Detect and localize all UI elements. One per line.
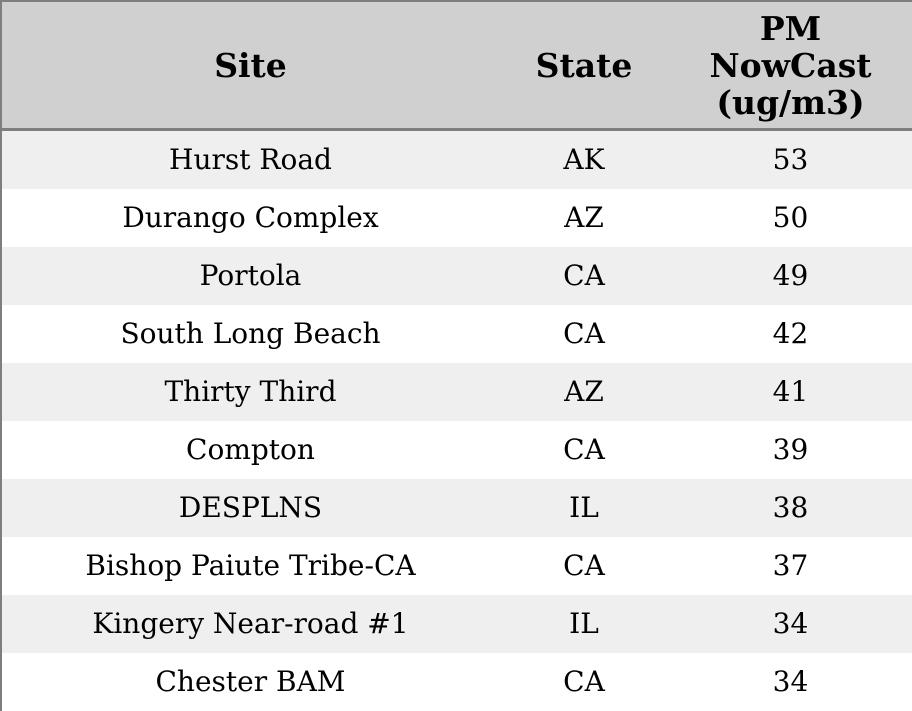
column-header-site-label: Site	[214, 45, 287, 85]
header-row	[1, 1, 912, 130]
cell-pm-nowcast: 41	[772, 375, 809, 408]
column-header-site	[1, 1, 499, 130]
cell-pm-nowcast: 39	[772, 433, 809, 466]
table-row	[1, 247, 912, 305]
table-row	[1, 130, 912, 190]
cell-state: CA	[563, 259, 605, 292]
cell-site: Compton	[186, 433, 315, 466]
cell-pm-nowcast: 50	[772, 201, 809, 234]
table-row	[1, 595, 912, 653]
cell-state: IL	[569, 491, 599, 524]
cell-site: Thirty Third	[164, 375, 337, 408]
table-row	[1, 421, 912, 479]
cell-pm-nowcast: 34	[772, 665, 809, 698]
column-header-state	[499, 1, 669, 130]
column-header-pm-nowcast-label: PM NowCast (ug/m3)	[709, 8, 872, 122]
table-header	[1, 1, 912, 130]
table-body	[1, 130, 912, 711]
cell-pm-nowcast: 42	[772, 317, 809, 350]
table-row	[1, 479, 912, 537]
column-header-state-label: State	[535, 45, 633, 85]
cell-state: CA	[563, 665, 605, 698]
table-row	[1, 537, 912, 595]
cell-state: AK	[563, 143, 605, 176]
table-row	[1, 189, 912, 247]
cell-site: Bishop Paiute Tribe-CA	[85, 549, 416, 582]
table-row	[1, 363, 912, 421]
cell-site: DESPLNS	[178, 491, 323, 524]
cell-pm-nowcast: 37	[772, 549, 809, 582]
column-header-pm-nowcast	[669, 1, 912, 130]
cell-pm-nowcast: 49	[772, 259, 809, 292]
cell-site: Kingery Near-road #1	[92, 607, 409, 640]
cell-site: Chester BAM	[155, 665, 346, 698]
cell-pm-nowcast: 38	[772, 491, 809, 524]
table-row	[1, 653, 912, 711]
cell-state: AZ	[564, 375, 604, 408]
table-row	[1, 305, 912, 363]
cell-state: AZ	[564, 201, 604, 234]
cell-site: Hurst Road	[169, 143, 332, 176]
cell-site: Durango Complex	[122, 201, 379, 234]
cell-state: CA	[563, 317, 605, 350]
cell-state: CA	[563, 433, 605, 466]
cell-site: South Long Beach	[120, 317, 381, 350]
cell-pm-nowcast: 34	[772, 607, 809, 640]
cell-state: IL	[569, 607, 599, 640]
cell-state: CA	[563, 549, 605, 582]
cell-pm-nowcast: 53	[772, 143, 809, 176]
cell-site: Portola	[199, 259, 302, 292]
